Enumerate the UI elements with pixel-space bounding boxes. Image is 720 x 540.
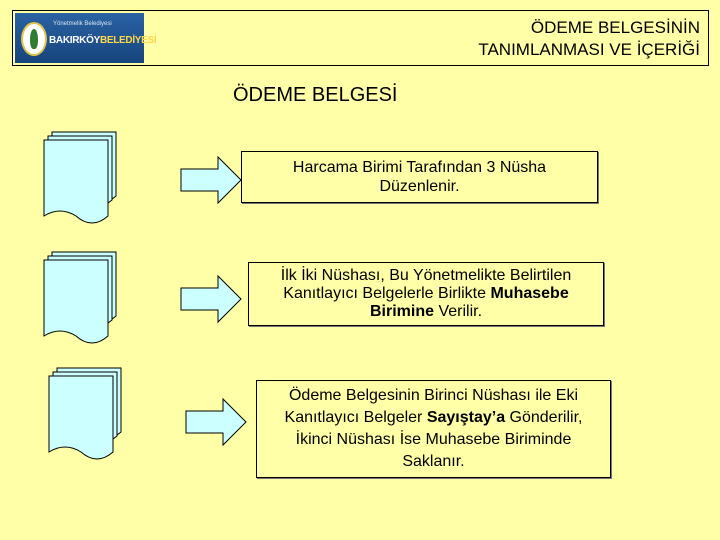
- logo-brand-text: [49, 35, 156, 46]
- step-3-text-b: Gönderilir, İkinci Nüshası İse Muhasebe Biriminde Saklanır.: [295, 409, 583, 470]
- municipality-emblem-icon: [21, 22, 47, 56]
- step-2-text-bold: Muhasebe Birimine: [369, 285, 569, 320]
- step-3-text-a: Ödeme Belgesinin Birinci Nüshası ile Eki Kanıtlayıcı Belgeler: [284, 387, 578, 426]
- step-2-text: [258, 267, 594, 321]
- step-1-textbox: [241, 151, 598, 203]
- step-2-textbox: [248, 262, 604, 326]
- step-3-text: [266, 385, 601, 473]
- document-stack-icon: [45, 366, 129, 468]
- right-arrow-icon: [185, 398, 247, 446]
- slide-title: ÖDEME BELGESİNİN TANIMLANMASI VE İÇERİĞİ: [478, 18, 700, 59]
- document-stack-icon: [40, 250, 124, 352]
- document-stack-icon: [40, 130, 124, 232]
- step-2-text-a: İlk İki Nüshası, Bu Yönetmelikte Belirtilen Kanıtlayıcı Belgelerle Birlikte: [280, 267, 572, 302]
- step-3-text-bold: Sayıştay’a: [426, 409, 506, 426]
- logo-brand-b: BELEDİYESİ: [99, 35, 157, 46]
- step-1-text: Harcama Birimi Tarafından 3 Nüsha Düzenlenir.: [292, 159, 547, 195]
- header-bar: [12, 10, 709, 66]
- logo-small-text: Yönetmelik Belediyesi: [53, 21, 112, 27]
- bakirkoy-logo: [15, 13, 157, 63]
- step-3-textbox: [256, 380, 611, 478]
- step-2-text-b: Verilir.: [434, 303, 483, 320]
- logo-brand-a: BAKIRKÖY: [49, 35, 100, 46]
- page-heading: ÖDEME BELGESİ: [233, 84, 398, 106]
- right-arrow-icon: [180, 156, 242, 204]
- right-arrow-icon: [180, 275, 242, 323]
